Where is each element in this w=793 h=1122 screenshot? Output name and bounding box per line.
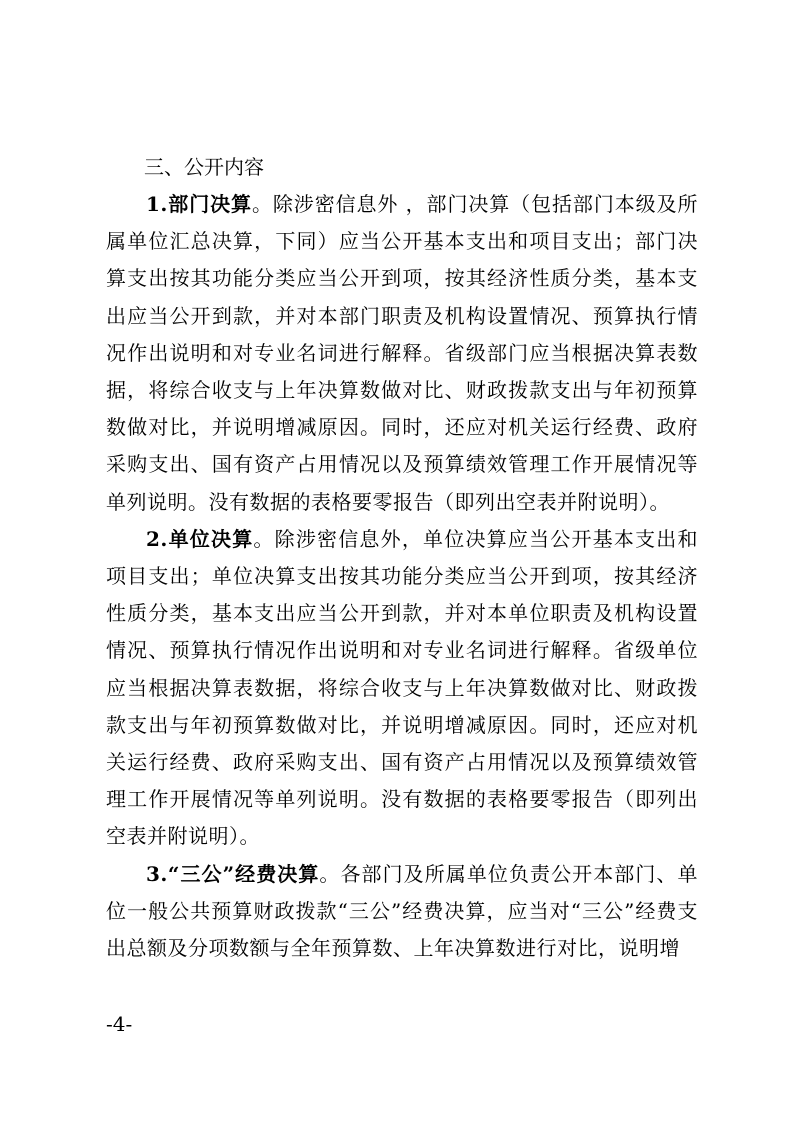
paragraph-text: 。除涉密信息外 ，部门决算（包括部门本级及所属单位汇总决算，下同）应当公开基本支出和项目支出；部门决算支出按其功能分类应当公开到项，按其经济性质分类，基本支出应当公开到款，并对本部门职责及机构设置情况、预算执行情况作出说明和对专业名词进行解释。省级部门应当根据决算表数据，将综合收支与上年决算数做对比、财政拨款支出与年初预算数做对比，并说明增减原因。同时，还应对机关运行经费、政府采购支出、国有资产占用情况以及预算绩效管理工作开展情况等单列说明。没有数据的表格要零报告（即列出空表并附说明）。 <box>106 192 698 514</box>
paragraph-three-public-expenses <box>106 856 698 968</box>
paragraph-department-final-accounts <box>106 186 698 521</box>
paragraph-text: 。各部门及所属单位负责公开本部门、单位一般公共预算财政拨款“三公”经费决算，应当对“三公”经费支出总额及分项数额与全年预算数、上年决算数进行对比，说明增 <box>106 861 699 961</box>
paragraph-lead: 3.“三公”经费决算 <box>146 861 320 886</box>
paragraph-lead: 2.单位决算 <box>146 526 254 551</box>
section-heading: 三、公开内容 <box>144 155 264 179</box>
page-number: -4- <box>106 1012 133 1036</box>
document-body <box>106 148 698 967</box>
paragraph-unit-final-accounts <box>106 521 698 856</box>
paragraph-lead: 1.部门决算 <box>146 192 252 216</box>
paragraph-text: 。除涉密信息外，单位决算应当公开基本支出和项目支出；单位决算支出按其功能分类应当公开到项，按其经济性质分类，基本支出应当公开到款，并对本单位职责及机构设置情况、预算执行情况作出说明和对专业名词进行解释。省级单位应当根据决算表数据，将综合收支与上年决算数做对比、财政拨款支出与年初预算数做对比，并说明增减原因。同时，还应对机关运行经费、政府采购支出、国有资产占用情况以及预算绩效管理工作开展情况等单列说明。没有数据的表格要零报告（即列出空表并附说明）。 <box>106 526 698 849</box>
